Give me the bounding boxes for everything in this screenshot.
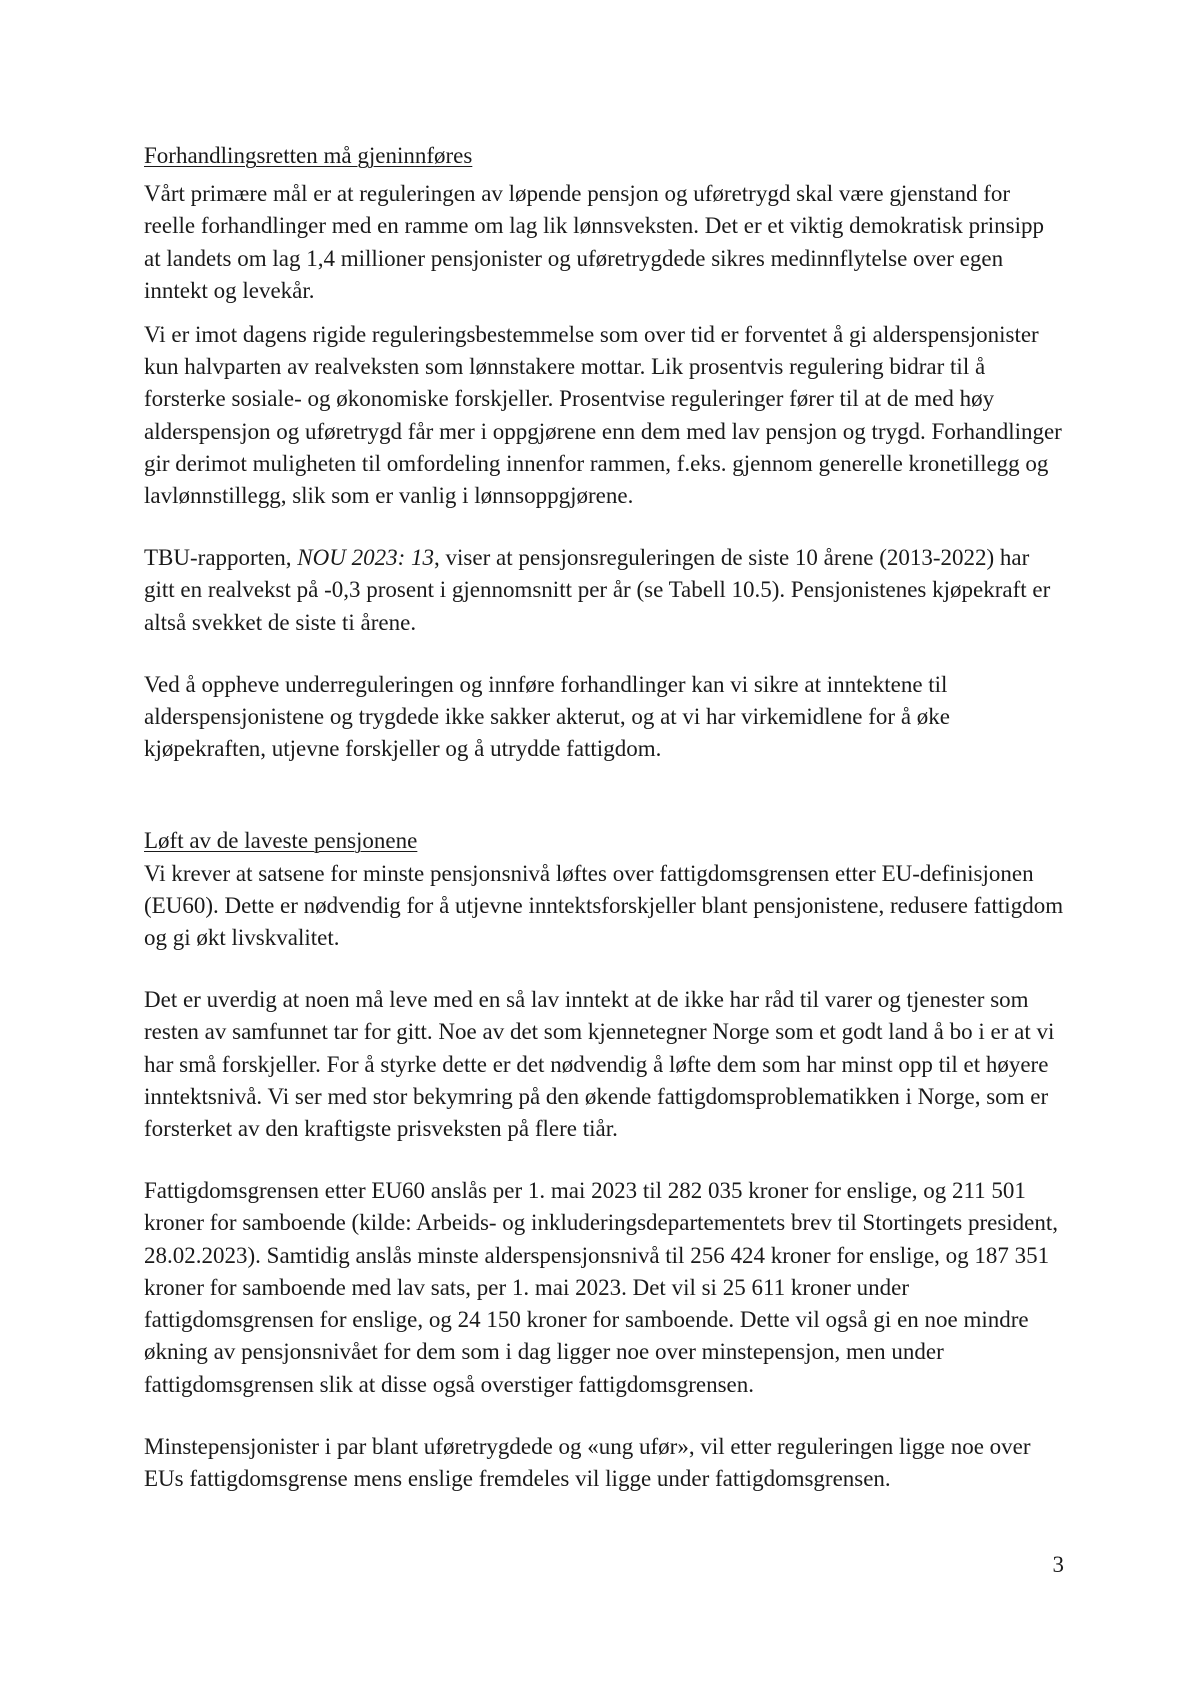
- paragraph-text: TBU-rapporten,: [144, 545, 298, 571]
- document-page: [144, 140, 1064, 1495]
- paragraph: Ved å oppheve underreguleringen og innføre forhandlinger kan vi sikre at inntektene til alderspensjonistene og trygdede ikke sakker akterut, og at vi har virkemidlene for å øke kjøpekraften, utjevne forskjeller og å utrydde fattigdom.: [144, 671, 950, 762]
- report-reference: NOU 2023: 13: [297, 545, 435, 571]
- paragraph: Vårt primære mål er at reguleringen av løpende pensjon og uføretrygd skal være gjenstand for reelle forhandlinger med en ramme om lag lik lønnsveksten. Det er et viktig demokratisk prinsipp at landets om lag 1,4 millioner pensjonister og uføretrygdede sikres medinnflytelse over egen inntekt og levekår.: [144, 181, 1044, 303]
- paragraph: Minstepensjonister i par blant uføretrygdede og «ung ufør», vil etter reguleringen ligge noe over EUs fattigdomsgrense mens enslige fremdeles vil ligge under fattigdomsgrensen.: [144, 1433, 1031, 1491]
- paragraph: Vi krever at satsene for minste pensjonsnivå løftes over fattigdomsgrensen etter EU-definisjonen (EU60). Dette er nødvendig for å utjevne inntektsforskjeller blant pensjonistene, redusere fattigdom og gi økt livskvalitet.: [144, 860, 1064, 951]
- section-heading-loft: Løft av de laveste pensjonene: [144, 828, 418, 854]
- paragraph-tbu: [144, 542, 1064, 639]
- paragraph: Det er uverdig at noen må leve med en så lav inntekt at de ikke har råd til varer og tjenester som resten av samfunnet tar for gitt. Noe av det som kjennetegner Norge som et godt land å bo i er at vi har små forskjeller. For å styrke dette er det nødvendig å løfte dem som har minst opp til et høyere inntektsnivå. Vi ser med stor bekymring på den økende fattigdomsproblematikken i Norge, som er forsterket av den kraftigste prisveksten på flere tiår.: [144, 987, 1055, 1142]
- section-heading-forhandlingsretten: Forhandlingsretten må gjeninnføres: [144, 143, 473, 168]
- paragraph: Vi er imot dagens rigide reguleringsbestemmelse som over tid er forventet å gi alderspensjonister kun halvparten av realveksten som lønnstakere mottar. Lik prosentvis regulering bidrar til å forsterke sosiale- og økonomiske forskjeller. Prosentvise reguleringer fører til at de med høy alderspensjon og uføretrygd får mer i oppgjørene enn dem med lav pensjon og trygd. Forhandlinger gir derimot muligheten til omfordeling innenfor rammen, f.eks. gjennom generelle kronetillegg og lavlønnstillegg, slik som er vanlig i lønnsoppgjørene.: [144, 322, 1062, 509]
- paragraph-text: , viser at pensjonsreguleringen de siste 10 årene (2013-2022) har gitt en realvekst på -0,3 prosent i gjennomsnitt per år (se Tabell 10.5). Pensjonistenes kjøpekraft er altså svekket de siste ti årene.: [144, 545, 1051, 635]
- page-number: 3: [1052, 1552, 1064, 1577]
- paragraph: Fattigdomsgrensen etter EU60 anslås per 1. mai 2023 til 282 035 kroner for enslige, og 211 501 kroner for samboende (kilde: Arbeids- og inkluderingsdepartementets brev til Stortingets president, 28.02.2023). Samtidig anslås minste alderspensjonsnivå til 256 424 kroner for enslige, og 187 351 kroner for samboende med lav sats, per 1. mai 2023. Det vil si 25 611 kroner under fattigdomsgrensen for enslige, og 24 150 kroner for samboende. Dette vil også gi en noe mindre økning av pensjonsnivået for dem som i dag ligger noe over minstepensjon, men under fattigdomsgrensen slik at disse også overstiger fattigdomsgrensen.: [144, 1178, 1059, 1397]
